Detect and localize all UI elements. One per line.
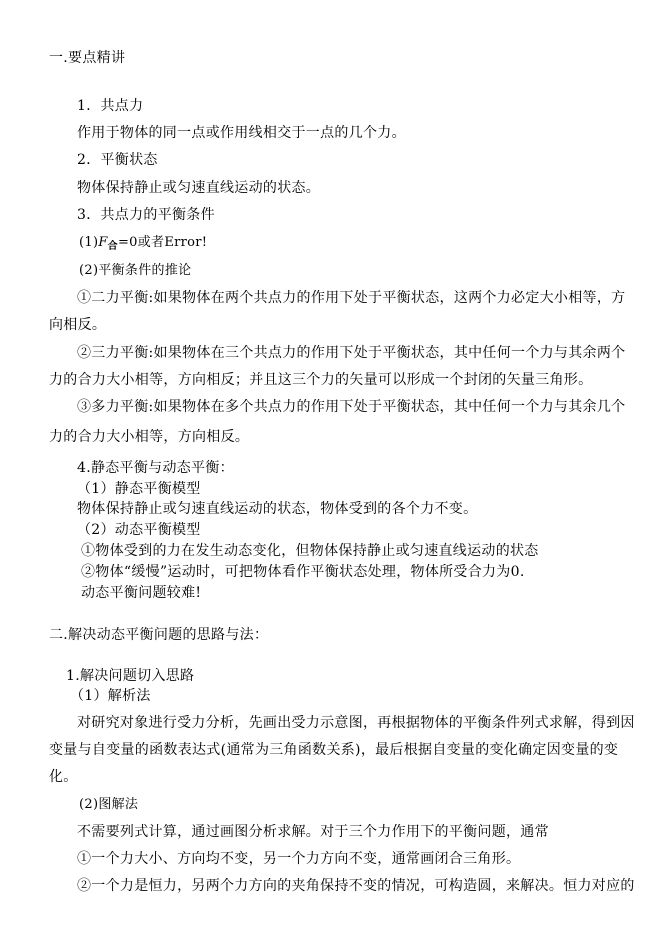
heading-approach: 1.解决问题切入思路 — [66, 668, 195, 684]
paragraph-three-force-line1: ②三力平衡:如果物体在三个共点力的作用下处于平衡状态，其中任何一个力与其余两个 — [77, 345, 626, 361]
paragraph: 作用于物体的同一点或作用线相交于一点的几个力。 — [77, 125, 406, 141]
formula-subscript: 合 — [107, 241, 118, 252]
paragraph-analytic-line2: 变量与自变量的函数表达式(通常为三角函数关系)，最后根据自变量的变化确定因变量的变 — [49, 742, 619, 758]
paragraph-multi-force-line1: ③多力平衡:如果物体在多个共点力的作用下处于平衡状态，其中任何一个力与其余几个 — [77, 399, 626, 415]
paragraph: ②物体“缓慢”运动时，可把物体看作平衡状态处理，物体所受合力为0. — [81, 564, 525, 580]
heading-concurrent-forces: 1．共点力 — [77, 98, 144, 114]
section-1-heading: 一.要点精讲 — [49, 50, 126, 66]
paragraph: ②一个力是恒力，另两个力方向的夹角保持不变的情况，可构造圆，来解决。恒力对应的 — [77, 878, 635, 894]
formula-prefix: (1) — [79, 235, 99, 250]
paragraph: 物体保持静止或匀速直线运动的状态。 — [77, 180, 321, 196]
heading-graphic-method: (2)图解法 — [79, 797, 139, 812]
paragraph-analytic-line3: 化。 — [49, 769, 78, 785]
heading-equilibrium-condition: 3．共点力的平衡条件 — [77, 207, 215, 223]
paragraph: 不需要列式计算，通过画图分析求解。对于三个力作用下的平衡问题，通常 — [77, 824, 549, 840]
heading-static-dynamic: 4.静态平衡与动态平衡： — [77, 460, 234, 476]
heading-inferences: (2)平衡条件的推论 — [79, 263, 192, 278]
paragraph-multi-force-line2: 力的合力大小相等，方向相反。 — [49, 429, 250, 445]
heading-equilibrium-state: 2．平衡状态 — [77, 152, 158, 168]
paragraph: 动态平衡问题较难! — [81, 585, 202, 601]
paragraph-analytic-line1: 对研究对象进行受力分析，先画出受力示意图，再根据物体的平衡条件列式求解，得到因 — [77, 715, 635, 731]
paragraph: ①一个力大小、方向均不变，另一个力方向不变，通常画闭合三角形。 — [77, 851, 521, 867]
heading-analytic-method: （1）解析法 — [70, 688, 151, 704]
paragraph: ①物体受到的力在发生动态变化，但物体保持静止或匀速直线运动的状态 — [81, 543, 539, 559]
paragraph-two-force-line1: ①二力平衡:如果物体在两个共点力的作用下处于平衡状态，这两个力必定大小相等，方 — [77, 290, 626, 306]
paragraph: 物体保持静止或匀速直线运动的状态，物体受到的各个力不变。 — [77, 501, 478, 517]
paragraph-two-force-line2: 向相反。 — [49, 317, 107, 333]
equilibrium-condition-formula — [79, 234, 207, 256]
heading-dynamic-model: （2）动态平衡模型 — [77, 522, 201, 538]
formula-suffix: =0或者Error! — [117, 235, 208, 250]
paragraph-three-force-line2: 力的合力大小相等，方向相反；并且这三个力的矢量可以形成一个封闭的矢量三角形。 — [49, 372, 593, 388]
formula-force-symbol: F — [98, 235, 108, 250]
section-2-heading: 二.解决动态平衡问题的思路与法： — [49, 627, 269, 643]
heading-static-model: （1）静态平衡模型 — [77, 481, 201, 497]
